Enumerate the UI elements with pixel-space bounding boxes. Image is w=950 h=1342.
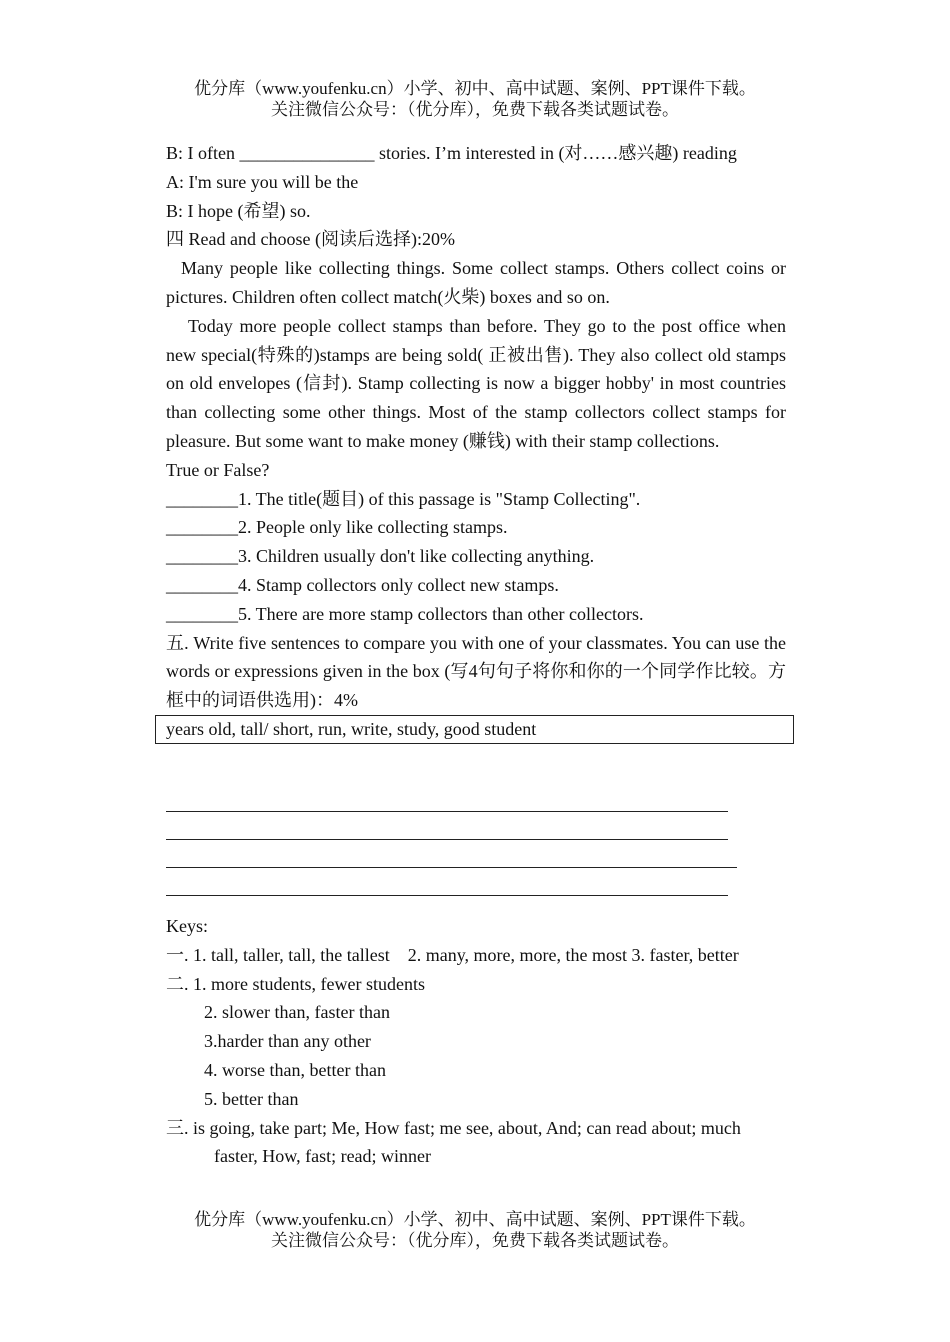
key-subline: 3.harder than any other [204, 1031, 371, 1052]
true-false-item: ________3. Children usually don't like collecting anything. [166, 546, 595, 567]
page-header [0, 78, 950, 120]
key-line: 一. 1. tall, taller, tall, the tallest 2. many, more, more, the most 3. faster, better [166, 944, 739, 965]
key-line-continued: faster, How, fast; read; winner [214, 1146, 432, 1167]
header-line-2: 关注微信公众号：（优分库），免费下载各类试题试卷。 [271, 100, 679, 119]
answer-line [166, 840, 737, 868]
key-subline: 5. better than [204, 1088, 299, 1109]
key-line: 三. is going, take part; Me, How fast; me see, about, And; can read about; much [166, 1117, 741, 1138]
key-subline: 2. slower than, faster than [204, 1002, 390, 1023]
page-footer [0, 1209, 950, 1251]
reading-paragraph-1: Many people like collecting things. Some collect stamps. Others collect coins or pictures. Children often collect match(火柴) boxes and so on. [166, 258, 786, 307]
answer-line [166, 868, 728, 896]
true-false-item: ________1. The title(题目) of this passage is "Stamp Collecting". [166, 488, 641, 509]
true-false-item: ________2. People only like collecting stamps. [166, 517, 508, 538]
true-false-heading: True or False? [166, 459, 270, 480]
section-5-heading: 五. Write five sentences to compare you with one of your classmates. You can use the words or expressions given in the box (写4句句子将你和你的一个同学作比较。方框中的词语供选用)：4% [166, 632, 786, 711]
answer-line [166, 812, 728, 840]
reading-paragraph-2: Today more people collect stamps than before. They go to the post office when new special(特殊的)stamps are being sold( 正被出售). They also collect old stamps on old envelopes (信封). Stamp collecting is now a bigger hobby' in most countries than collecting some other things. Most of the stamp collectors collect stamps for pleasure. But some want to make money (赚钱) with their stamp collections. [166, 315, 786, 451]
document-body [166, 139, 786, 1171]
footer-line-1: 优分库（www.youfenku.cn）小学、初中、高中试题、案例、PPT课件下载。 [194, 1210, 756, 1229]
footer-line-2: 关注微信公众号：（优分库），免费下载各类试题试卷。 [271, 1231, 679, 1250]
key-line: 二. 1. more students, fewer students [166, 973, 425, 994]
dialogue-line: A: I'm sure you will be the [166, 171, 359, 192]
key-subline: 4. worse than, better than [204, 1059, 386, 1080]
answer-line [166, 784, 728, 812]
true-false-item: ________5. There are more stamp collectors than other collectors. [166, 603, 644, 624]
section-4-heading: 四 Read and choose (阅读后选择):20% [166, 229, 455, 250]
word-box: years old, tall/ short, run, write, study, good student [155, 715, 794, 744]
keys-heading: Keys: [166, 915, 208, 936]
true-false-item: ________4. Stamp collectors only collect new stamps. [166, 574, 559, 595]
dialogue-line: B: I hope (希望) so. [166, 200, 311, 221]
header-line-1: 优分库（www.youfenku.cn）小学、初中、高中试题、案例、PPT课件下载。 [194, 79, 756, 98]
dialogue-line: B: I often _______________ stories. I’m interested in (对……感兴趣) reading [166, 143, 737, 163]
